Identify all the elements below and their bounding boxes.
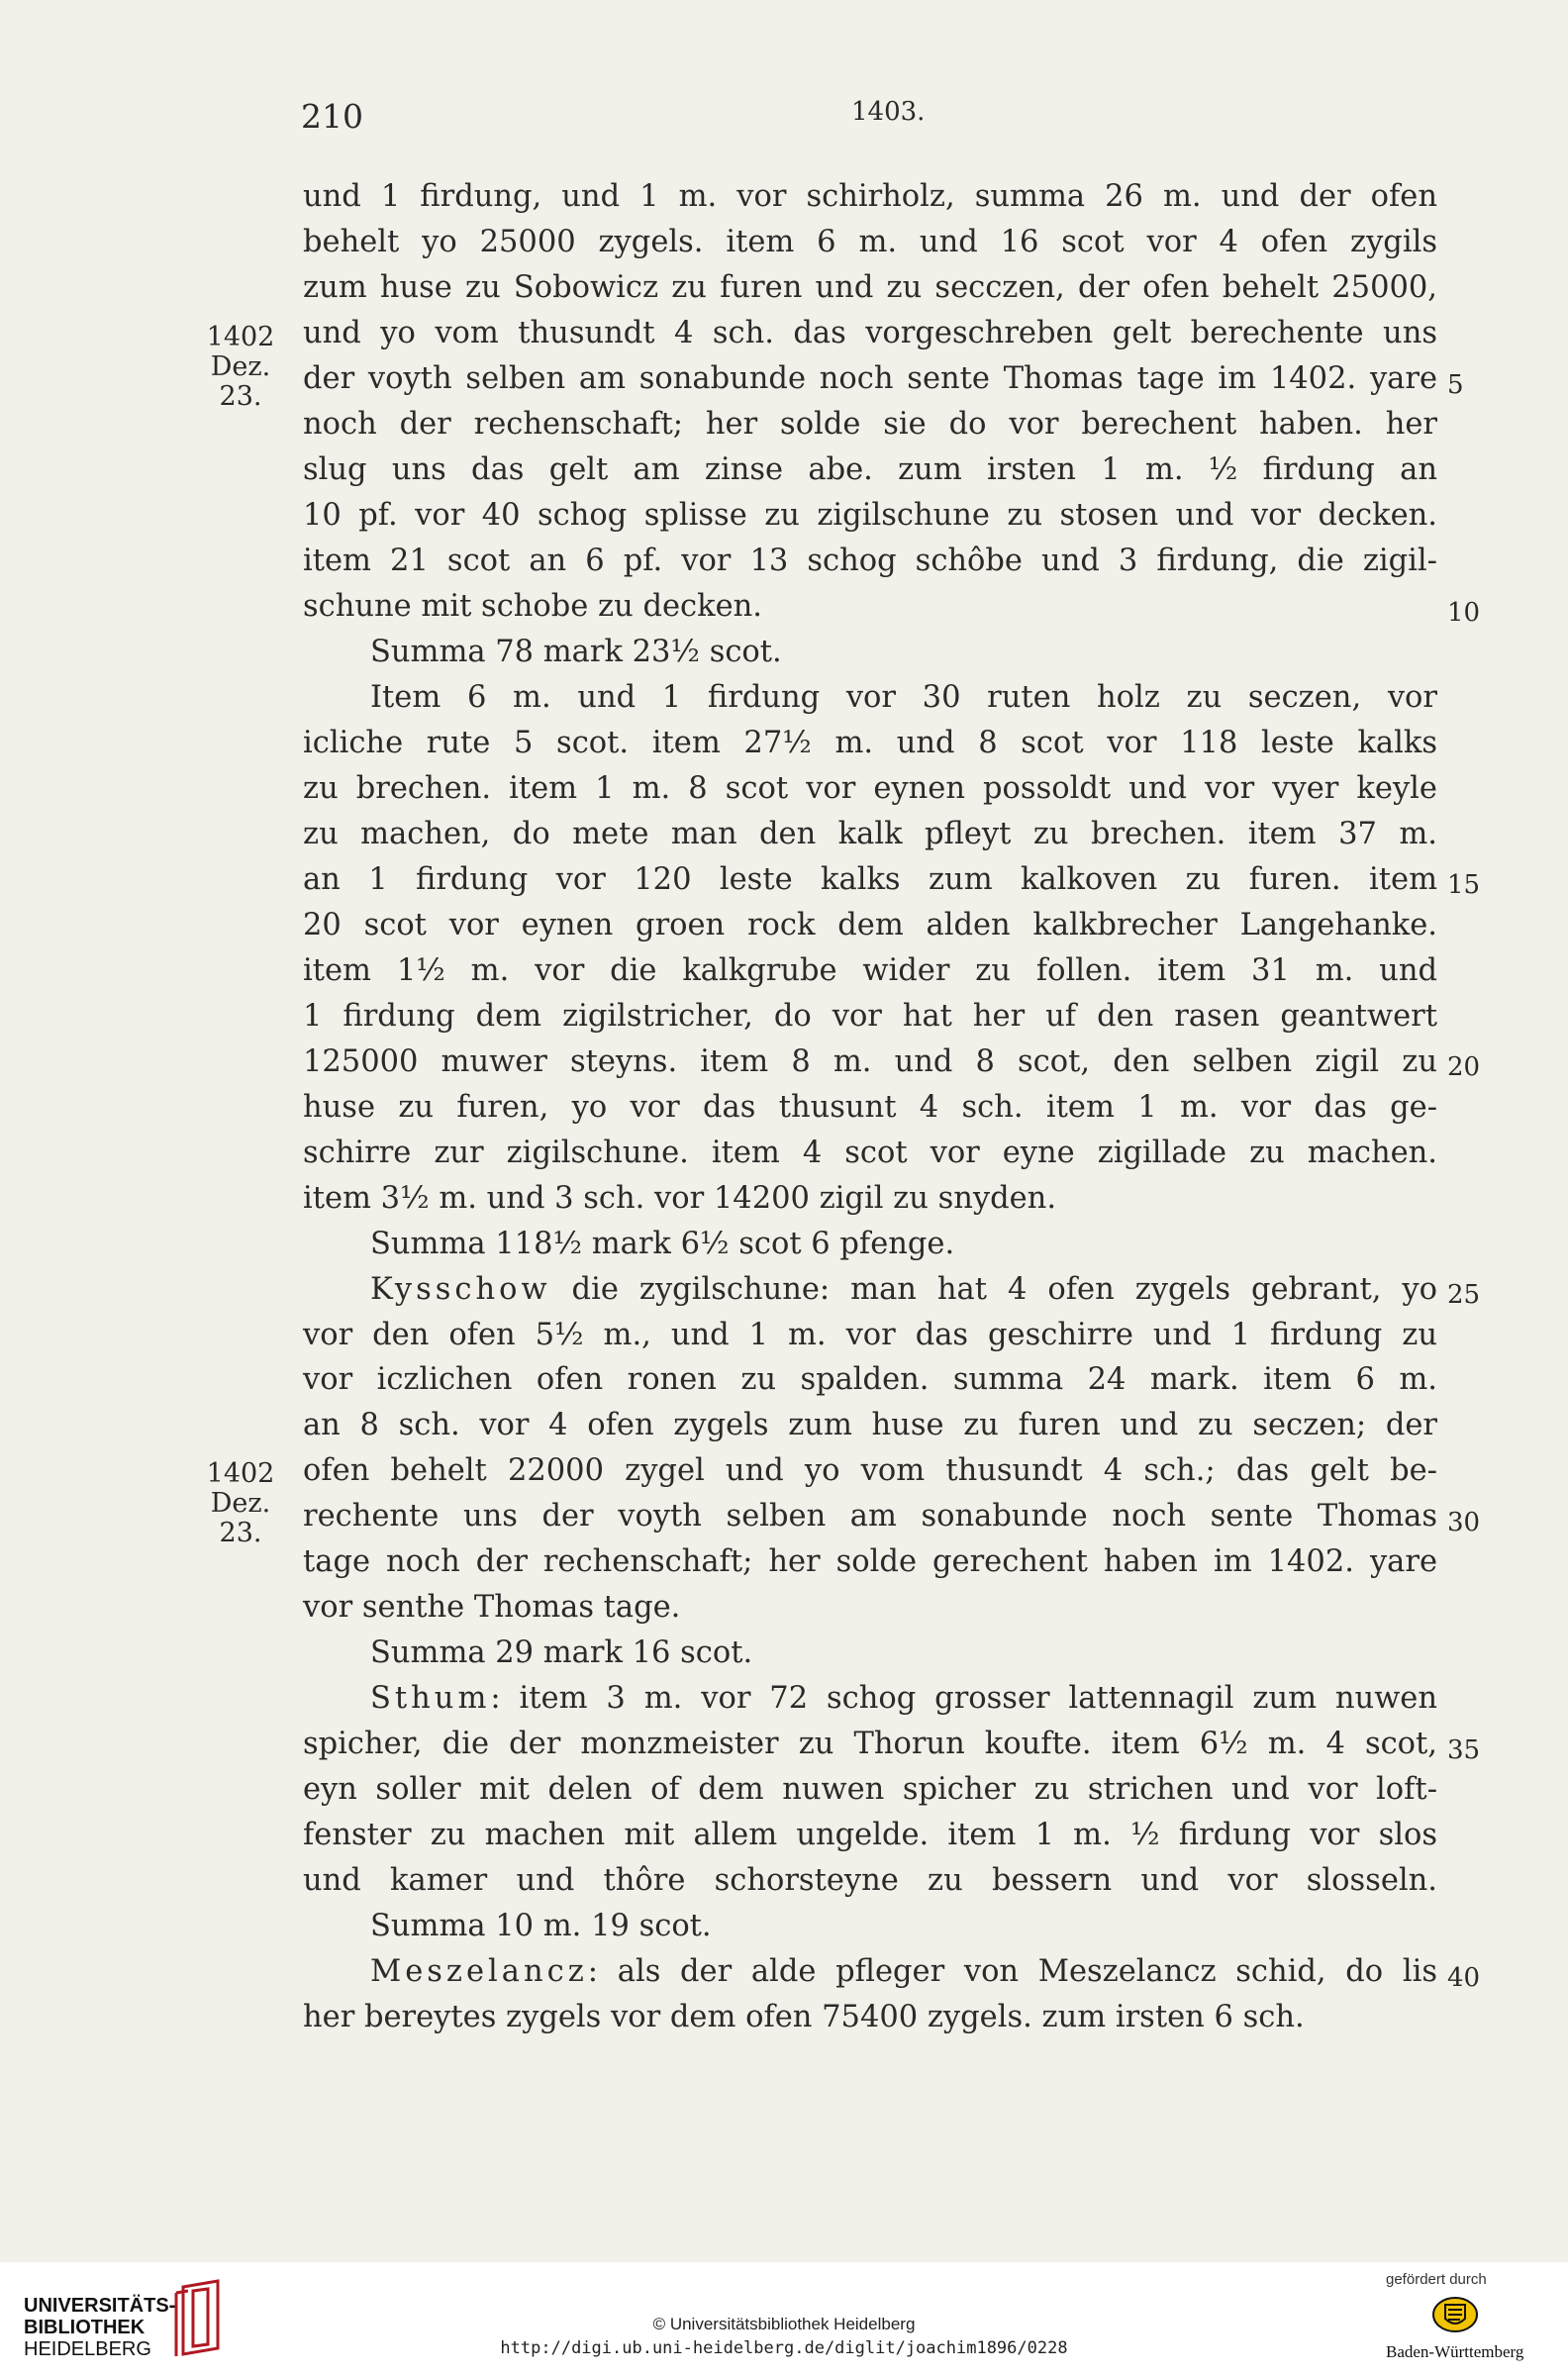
text-line: Summa 78 mark 23½ scot.: [370, 634, 782, 669]
text-line: vor senthe Thomas tage.: [303, 1590, 681, 1626]
text-line: zum huse zu Sobowicz zu furen und zu secczen, der ofen behelt 25000,: [303, 269, 1437, 305]
library-name-line1: UNIVERSITÄTS-: [24, 2295, 176, 2317]
line-number: 20: [1447, 1052, 1481, 1082]
spaced-place-name: Meszelancz: [370, 1954, 588, 1990]
text-line: der voyth selben am sonabunde noch sente Thomas tage im 1402. yare: [303, 360, 1437, 396]
text-line: und yo vom thusundt 4 sch. das vorgeschreben gelt berechente uns: [303, 315, 1437, 350]
library-name-line3: HEIDELBERG: [24, 2338, 151, 2360]
page-number: 210: [301, 97, 363, 136]
margin-date-day: Dez. 23.: [210, 351, 271, 412]
text-line: slug uns das gelt am zinse abe. zum irsten 1 m. ½ firdung an: [303, 451, 1437, 487]
text-line: zu brechen. item 1 m. 8 scot vor eynen possoldt und vor vyer keyle: [303, 770, 1437, 806]
running-head-year: 1403.: [851, 97, 926, 127]
text-line: vor iczlichen ofen ronen zu spalden. summa 24 mark. item 6 m.: [303, 1362, 1437, 1398]
line-number: 10: [1447, 598, 1481, 628]
text-line: und kamer und thôre schorsteyne zu bessern und vor slosseln.: [303, 1863, 1437, 1899]
text-line: Sthum: item 3 m. vor 72 schog grosser lattennagil zum nuwen: [370, 1681, 1437, 1717]
copyright-notice: © Universitätsbibliothek Heidelberg: [652, 2315, 916, 2333]
text-line: Item 6 m. und 1 firdung vor 30 ruten holz zu seczen, vor: [370, 679, 1437, 715]
text-line: item 3½ m. und 3 sch. vor 14200 zigil zu snyden.: [303, 1180, 1057, 1216]
text-line: Summa 118½ mark 6½ scot 6 pfenge.: [370, 1226, 955, 1261]
text-line: behelt yo 25000 zygels. item 6 m. und 16 scot vor 4 ofen zygils: [303, 224, 1437, 259]
text-line: schirre zur zigilschune. item 4 scot vor eyne zigillade zu machen.: [303, 1135, 1437, 1170]
text-line: 20 scot vor eynen groen rock dem alden kalkbrecher Langehanke.: [303, 907, 1437, 942]
state-name: Baden-Württemberg: [1386, 2342, 1524, 2361]
text-line: Summa 29 mark 16 scot.: [370, 1635, 753, 1671]
text-line: fenster zu machen mit allem ungelde. item 1 m. ½ firdung vor slos: [303, 1818, 1437, 1853]
text-line: tage noch der rechenschaft; her solde gerechent haben im 1402. yare: [303, 1544, 1437, 1580]
text-line: her bereytes zygels vor dem ofen 75400 zygels. zum irsten 6 sch.: [303, 2000, 1305, 2035]
margin-date-2: [186, 1459, 295, 1548]
text-line: an 8 sch. vor 4 ofen zygels zum huse zu furen und zu seczen; der: [303, 1408, 1437, 1443]
line-number: 5: [1447, 370, 1464, 400]
margin-date-day: Dez. 23.: [210, 1488, 271, 1548]
text-line: und 1 firdung, und 1 m. vor schirholz, summa 26 m. und der ofen: [303, 179, 1437, 214]
margin-date-year: 1402: [206, 322, 275, 352]
text-line: eyn soller mit delen of dem nuwen spicher zu strichen und vor loft-: [303, 1772, 1437, 1808]
funded-by-label: gefördert durch: [1386, 2271, 1487, 2288]
text-line: spicher, die der monzmeister zu Thorun koufte. item 6½ m. 4 scot,: [303, 1727, 1437, 1762]
text-line: 125000 muwer steyns. item 8 m. und 8 scot, den selben zigil zu: [303, 1043, 1437, 1079]
text-line: ofen behelt 22000 zygel und yo vom thusundt 4 sch.; das gelt be-: [303, 1453, 1437, 1489]
source-url-link[interactable]: http://digi.ub.uni-heidelberg.de/diglit/joachim1896/0228: [500, 2338, 1068, 2358]
text-line: item 21 scot an 6 pf. vor 13 schog schôbe und 3 firdung, die zigil-: [303, 543, 1437, 578]
line-number: 25: [1447, 1280, 1481, 1310]
state-crest-icon: [1430, 2295, 1480, 2334]
text-line: Meszelancz: als der alde pfleger von Meszelancz schid, do lis: [370, 1954, 1437, 1990]
text-line: 10 pf. vor 40 schog splisse zu zigilschune zu stosen und vor decken.: [303, 497, 1437, 533]
text-line: item 1½ m. vor die kalkgrube wider zu follen. item 31 m. und: [303, 952, 1437, 988]
text-line: zu machen, do mete man den kalk pfleyt zu brechen. item 37 m.: [303, 816, 1437, 851]
text-line: vor den ofen 5½ m., und 1 m. vor das geschirre und 1 firdung zu: [303, 1317, 1437, 1352]
text-line: rechente uns der voyth selben am sonabunde noch sente Thomas: [303, 1499, 1437, 1534]
line-number: 40: [1447, 1963, 1481, 1993]
text-line: icliche rute 5 scot. item 27½ m. und 8 scot vor 118 leste kalks: [303, 725, 1437, 760]
spaced-place-name: Sthum: [370, 1681, 491, 1717]
margin-date-1: [186, 323, 295, 412]
text-line: noch der rechenschaft; her solde sie do vor berechent haben. her: [303, 406, 1437, 442]
text-line: Kysschow die zygilschune: man hat 4 ofen zygels gebrant, yo: [370, 1271, 1437, 1307]
line-number: 35: [1447, 1735, 1481, 1765]
spaced-place-name: Kysschow: [370, 1271, 551, 1307]
margin-date-year: 1402: [206, 1458, 275, 1489]
text-line: 1 firdung dem zigilstricher, do vor hat her uf den rasen geantwert: [303, 998, 1437, 1034]
line-number: 30: [1447, 1508, 1481, 1537]
text-line: schune mit schobe zu decken.: [303, 588, 762, 624]
line-number: 15: [1447, 870, 1481, 900]
text-line: Summa 10 m. 19 scot.: [370, 1909, 712, 1944]
library-name-line2: BIBLIOTHEK: [24, 2317, 146, 2338]
text-line: an 1 firdung vor 120 leste kalks zum kalkoven zu furen. item: [303, 861, 1437, 897]
text-line: huse zu furen, yo vor das thusunt 4 sch. item 1 m. vor das ge-: [303, 1089, 1437, 1125]
